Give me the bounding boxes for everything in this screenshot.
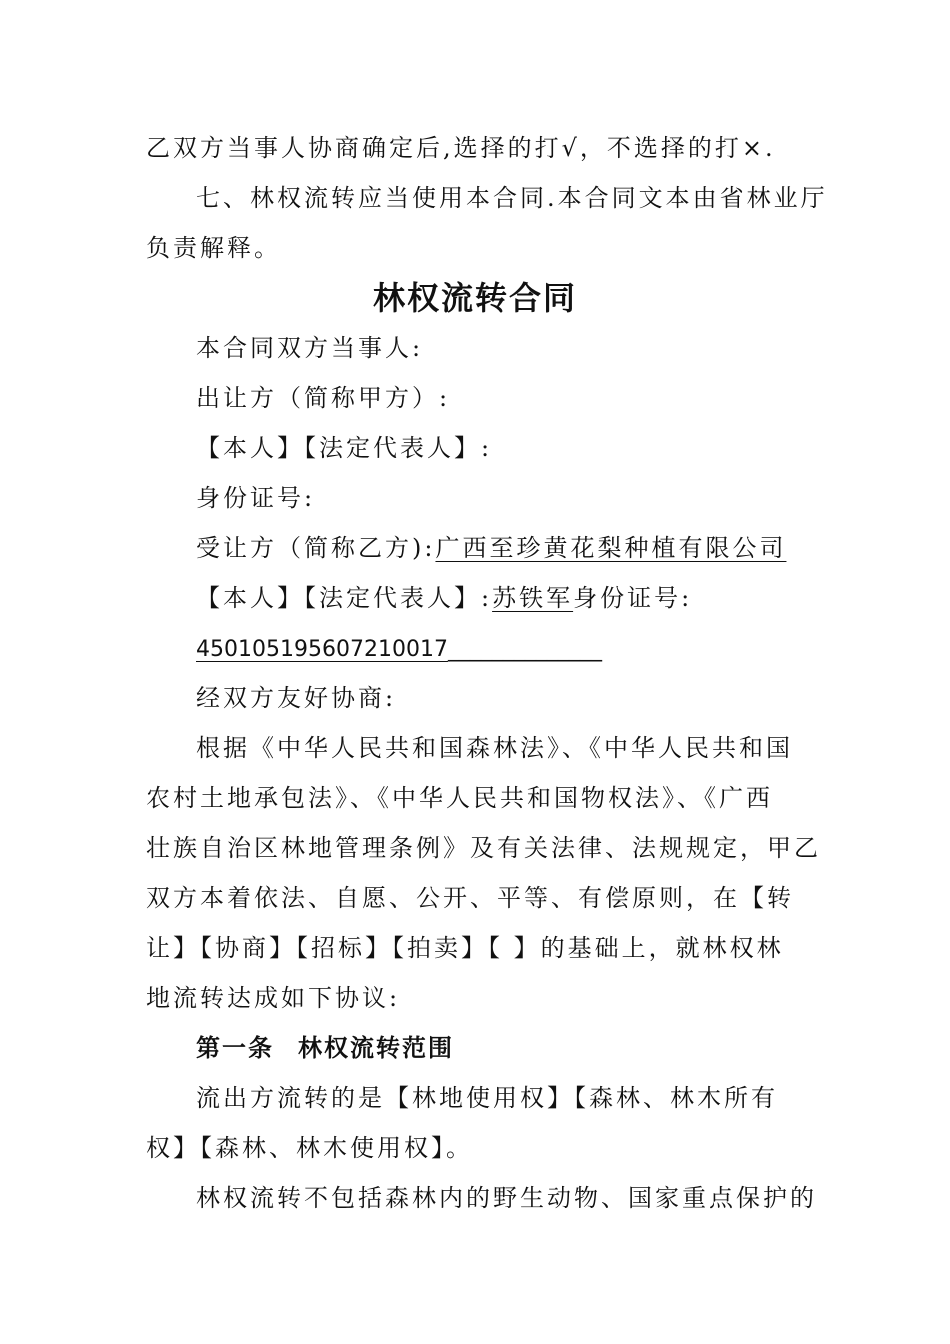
transferee-company: 广西至珍黄花梨种植有限公司 [435,534,787,562]
text-line: 根据《中华人民共和国森林法》、《中华人民共和国 [196,734,793,762]
transferee-line [196,532,786,564]
text-line: 让】【协商】【招标】【拍卖】【 】的基础上，就林权林 [146,934,784,962]
text-line: 本合同双方当事人: [196,334,424,362]
representative-name: 苏铁军 [492,584,574,612]
text-line: 七、林权流转应当使用本合同.本合同文本由省林业厅 [196,184,828,212]
text-line: 地流转达成如下协议: [146,984,401,1012]
text-line: 经双方友好协商: [196,684,397,712]
text-line: 权】【森林、林木使用权】。 [146,1134,473,1162]
transferee-label: 受让方（简称乙方): [196,534,436,562]
text-line: 流出方流转的是【林地使用权】【森林、林木所有 [196,1084,778,1112]
text-line: 双方本着依法、自愿、公开、平等、有偿原则，在【转 [146,884,794,912]
id-number-value: 450105195607210017 [196,637,448,662]
text-line: 林权流转不包括森林内的野生动物、国家重点保护的 [196,1184,817,1212]
article-title: 林权流转范围 [298,1034,454,1062]
text-line: 乙双方当事人协商确定后,选择的打√，不选择的打×. [146,134,776,162]
text-line: 壮族自治区林地管理条例》及有关法律、法规规定，甲乙 [146,834,821,862]
transferor-label: 出让方（简称甲方）: [196,384,451,412]
id-number-line [196,632,602,666]
id-number-label: 身份证号: [573,584,693,612]
representative-label: 【本人】【法定代表人】: [196,584,493,612]
article-heading [196,1032,454,1064]
id-number-label: 身份证号: [196,484,316,512]
text-line: 负责解释。 [146,234,281,262]
contract-title: 林权流转合同 [372,279,577,317]
text-line: 农村土地承包法》、《中华人民共和国物权法》、《广西 [146,784,773,812]
blank-fill: ______________ [447,637,602,662]
transferee-representative-line [196,582,692,614]
representative-label: 【本人】【法定代表人】: [196,434,493,462]
article-number: 第一条 [196,1034,274,1062]
